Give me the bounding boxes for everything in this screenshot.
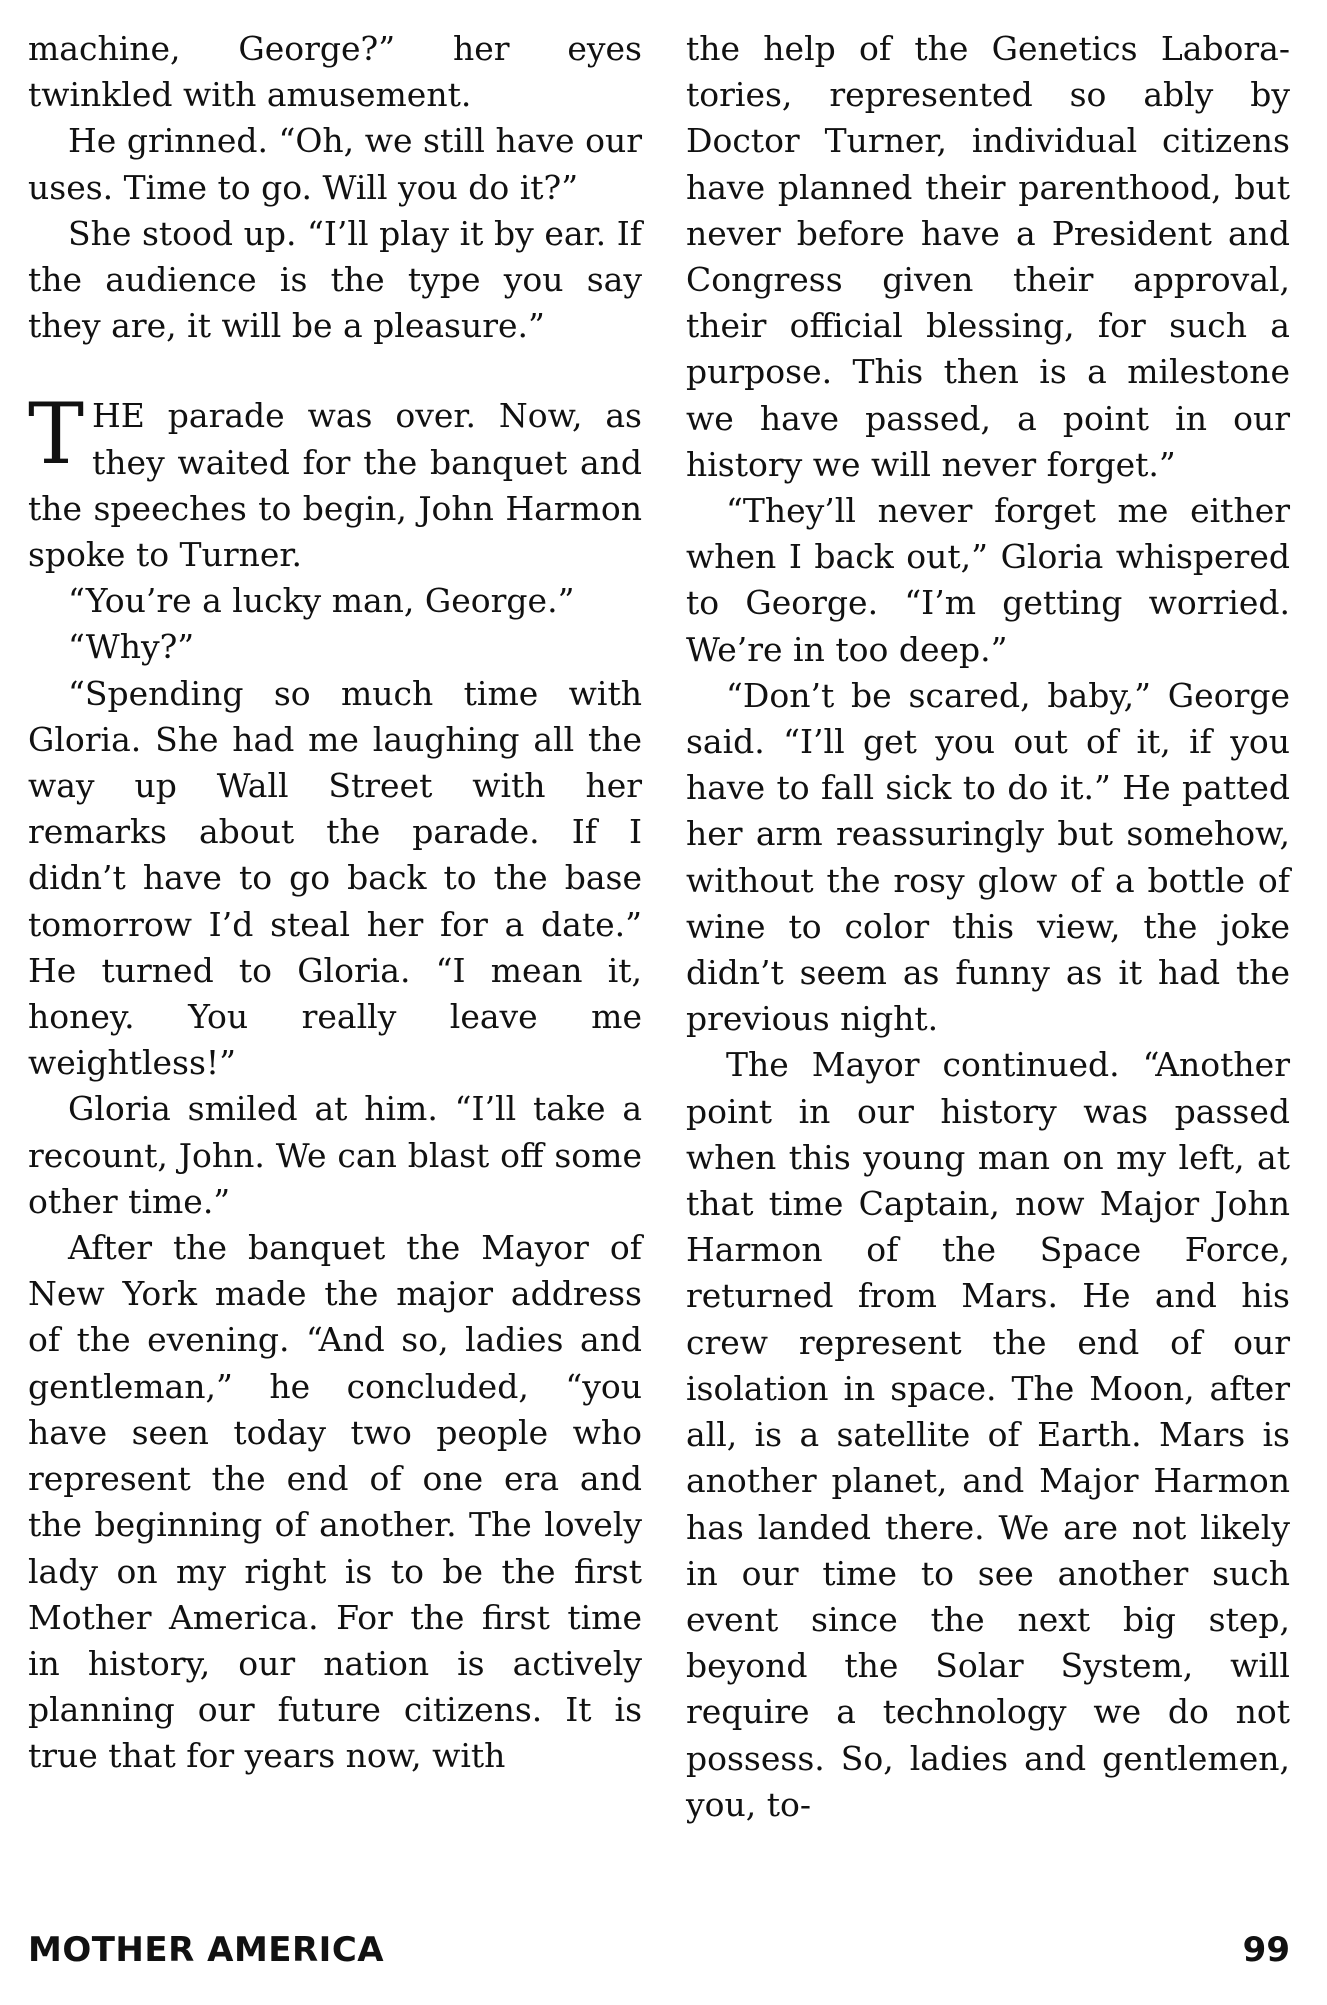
drop-cap: T	[28, 385, 85, 484]
running-title: MOTHER AMERICA	[28, 1930, 385, 1970]
paragraph: She stood up. “I’ll play it by ear. If the audience is the type you say they are, it will be a pleasure.”	[28, 213, 642, 346]
left-column	[28, 26, 642, 1780]
paragraph: “Don’t be scared, baby,” George said. “I’ll get you out of it, if you have to fall sick to do it.” He patted her arm reassuringly but somehow, without the rosy glow of a bottle of wine to color this view, the joke didn’t seem as funny as it had the previous night.	[686, 675, 1290, 1039]
paragraph: He grinned. “Oh, we still have our uses. Time to go. Will you do it?”	[28, 121, 642, 207]
paragraph: Gloria smiled at him. “I’ll take a recount, John. We can blast off some other time.”	[28, 1089, 642, 1221]
section-opening-text: HE parade was over. Now, as they waited for the banquet and the speeches to begin, John Harmon spoke to Turner.	[28, 396, 642, 575]
paragraph: “Why?”	[68, 627, 195, 667]
paragraph: “Spending so much time with Gloria. She had me laughing all the way up Wall Street with her remarks about the parade. If I didn’t have to go back to the base tomorrow I’d steal her for a date.” He turned to Gloria. “I mean it, honey. You really leave me weightless!”	[28, 673, 642, 1083]
paragraph: After the banquet the Mayor of New York made the major address of the evening. “And so, ladies and gentleman,” he concluded, “you have seen today two people who represent the end of one era and the beginning of another. The lovely lady on my right is to be the first Mother America. For the first time in history, our nation is actively planning our future citizens. It is true that for years now, with	[28, 1228, 642, 1776]
paragraph: “They’ll never forget me either when I back out,” Gloria whispered to George. “I’m getting worried. We’re in too deep.”	[686, 491, 1290, 669]
right-column	[686, 26, 1290, 1828]
paragraph: The Mayor continued. “Another point in our history was passed when this young man on my left, at that time Captain, now Major John Harmon of the Space Force, returned from Mars. He and his crew represent the end of our isolation in space. The Moon, after all, is a satellite of Earth. Mars is another planet, and Major Harmon has landed there. We are not likely in our time to see another such event since the next big step, beyond the Solar System, will require a technology we do not possess. So, ladies and gentlemen, you, to-	[686, 1045, 1290, 1824]
page-number: 99	[1242, 1930, 1290, 1970]
section-opening-paragraph	[28, 385, 642, 578]
paragraph: “You’re a lucky man, George.”	[68, 581, 575, 621]
paragraph: machine, George?” her eyes twinkled with amusement.	[28, 29, 642, 115]
page-footer	[28, 1930, 1290, 1980]
paragraph: the help of the Genetics Laboratories, represented so ably by Doctor Turner, individual citizens have planned their parenthood, but never before have a President and Congress given their approval, their official blessing, for such a purpose. This then is a milestone we have passed, a point in our history we will never forget.”	[686, 29, 1290, 484]
